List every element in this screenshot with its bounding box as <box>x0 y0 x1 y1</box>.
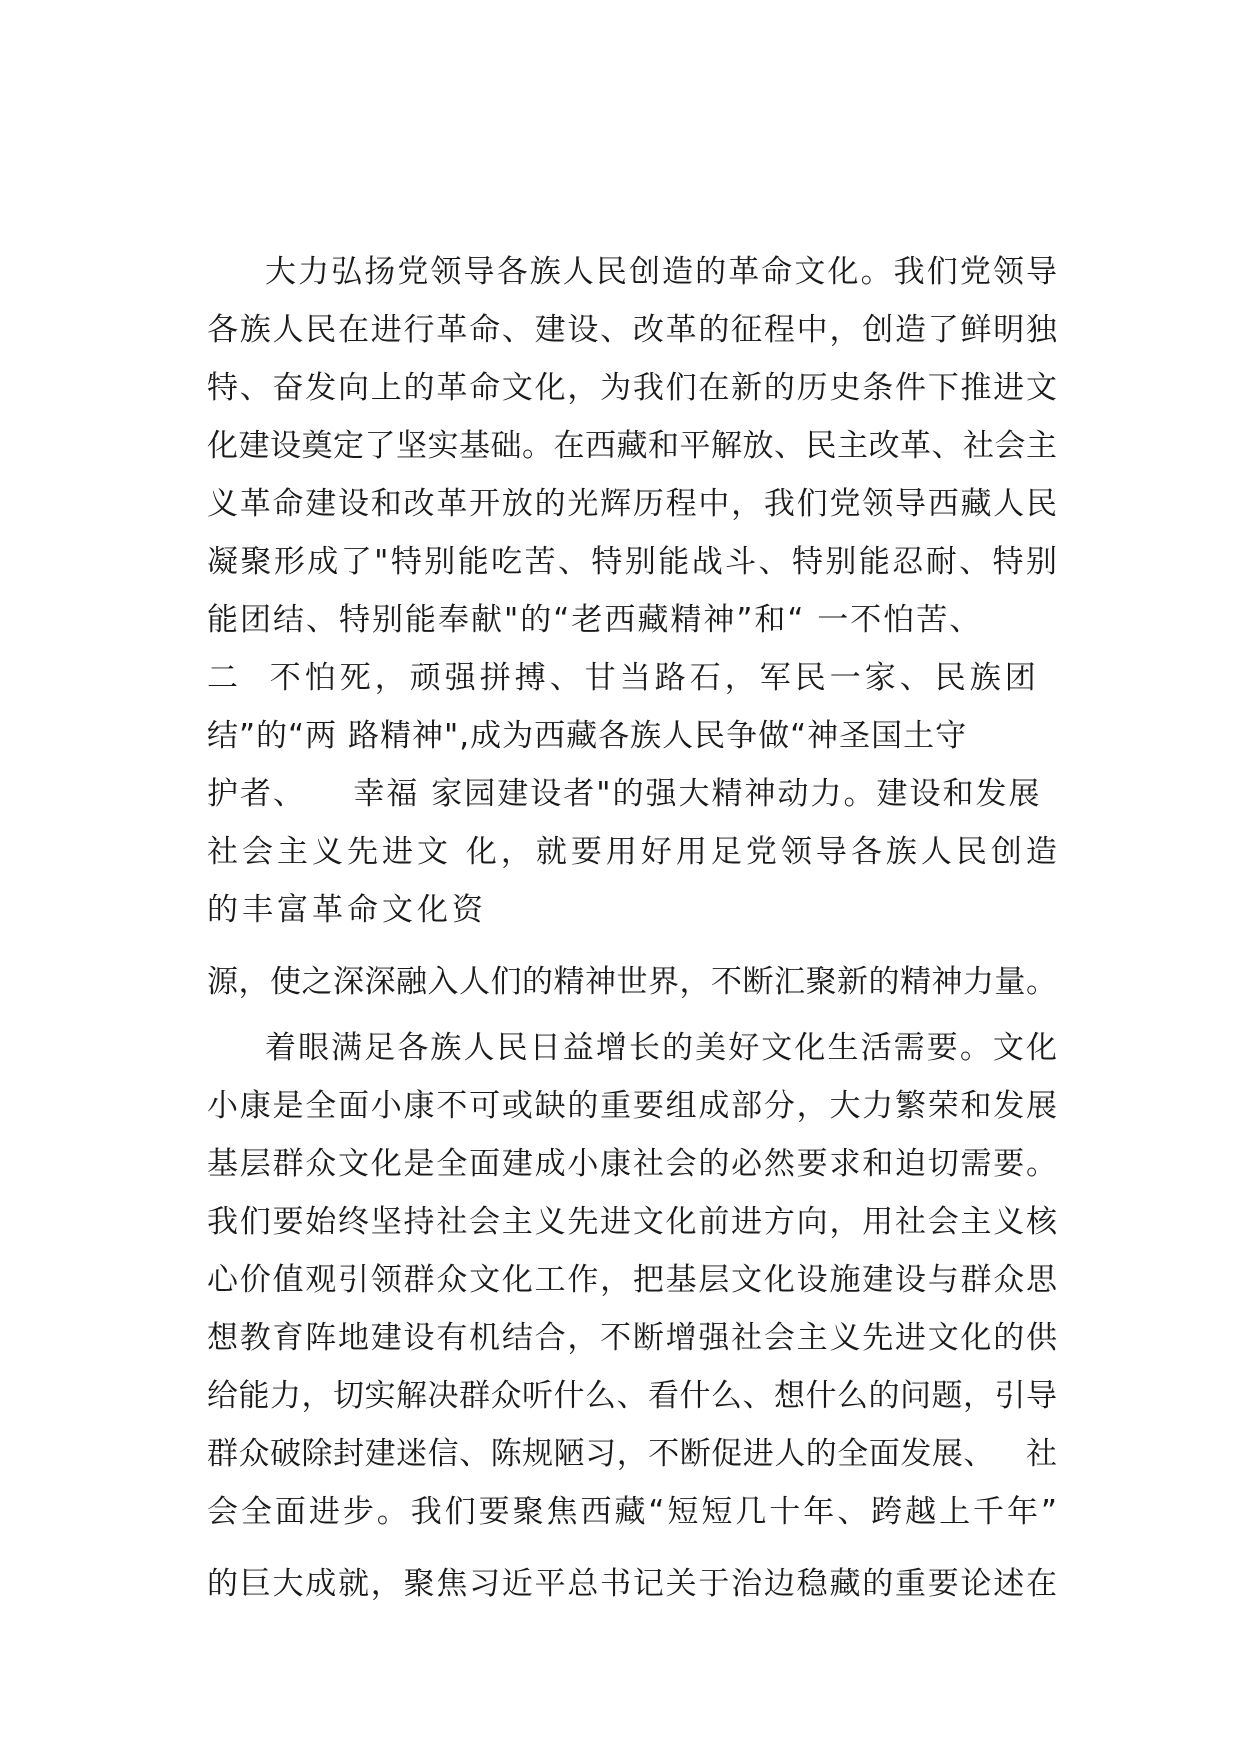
paragraph-2-line-9: 会全面进步。我们要聚焦西藏“短短几十年、跨越上千年” <box>207 1494 1057 1530</box>
paragraph-1-line-8: 二 不怕死，顽强拼搏、甘当路石，军民一家、民族团 <box>207 660 1040 696</box>
paragraph-2-line-3: 基层群众文化是全面建成小康社会的必然要求和迫切需要。 <box>207 1146 1057 1182</box>
paragraph-1-line-2: 各族人民在进行革命、建设、改革的征程中，创造了鲜明独 <box>207 312 1057 348</box>
paragraph-1-line-1: 大力弘扬党领导各族人民创造的革命文化。我们党领导 <box>265 254 1057 290</box>
paragraph-1-line-7: 能团结、特别能奉献"的“老西藏精神”和“ 一不怕苦、 <box>207 602 983 638</box>
paragraph-1-line-4: 化建设奠定了坚实基础。在西藏和平解放、民主改革、社会主 <box>207 428 1057 464</box>
paragraph-2-line-4: 我们要始终坚持社会主义先进文化前进方向，用社会主义核 <box>207 1204 1057 1240</box>
paragraph-1-line-6: 凝聚形成了"特别能吃苦、特别能战斗、特别能忍耐、特别 <box>207 544 1057 580</box>
paragraph-1-line-10: 护者、 幸福 家园建设者"的强大精神动力。建设和发展 <box>207 776 1042 812</box>
paragraph-2-line-7: 给能力，切实解决群众听什么、看什么、想什么的问题，引导 <box>207 1378 1057 1414</box>
paragraph-1-line-3: 特、奋发向上的革命文化，为我们在新的历史条件下推进文 <box>207 370 1057 406</box>
paragraph-2-line-5: 心价值观引领群众文化工作，把基层文化设施建设与群众思 <box>207 1262 1057 1298</box>
paragraph-2-line-2: 小康是全面小康不可或缺的重要组成部分，大力繁荣和发展 <box>207 1088 1057 1124</box>
paragraph-2-line-6: 想教育阵地建设有机结合，不断增强社会主义先进文化的供 <box>207 1320 1057 1356</box>
paragraph-1-line-5: 义革命建设和改革开放的光辉历程中，我们党领导西藏人民 <box>207 486 1057 522</box>
paragraph-1-line-9: 结”的“两 路精神",成为西藏各族人民争做“神圣国土守 <box>207 718 968 754</box>
paragraph-1-line-12: 的丰富革命文化资 <box>207 892 487 928</box>
paragraph-2-line-8: 群众破除封建迷信、陈规陋习，不断促进人的全面发展、 社 <box>207 1436 1057 1472</box>
paragraph-2-line-10: 的巨大成就，聚焦习近平总书记关于治边稳藏的重要论述在 <box>207 1566 1057 1602</box>
paragraph-1-line-11: 社会主义先进文 化，就要用好用足党领导各族人民创造 <box>207 834 1061 870</box>
paragraph-1-line-13: 源，使之深深融入人们的精神世界，不断汇聚新的精神力量。 <box>207 964 1057 1000</box>
paragraph-2-line-1: 着眼满足各族人民日益增长的美好文化生活需要。文化 <box>265 1030 1057 1066</box>
